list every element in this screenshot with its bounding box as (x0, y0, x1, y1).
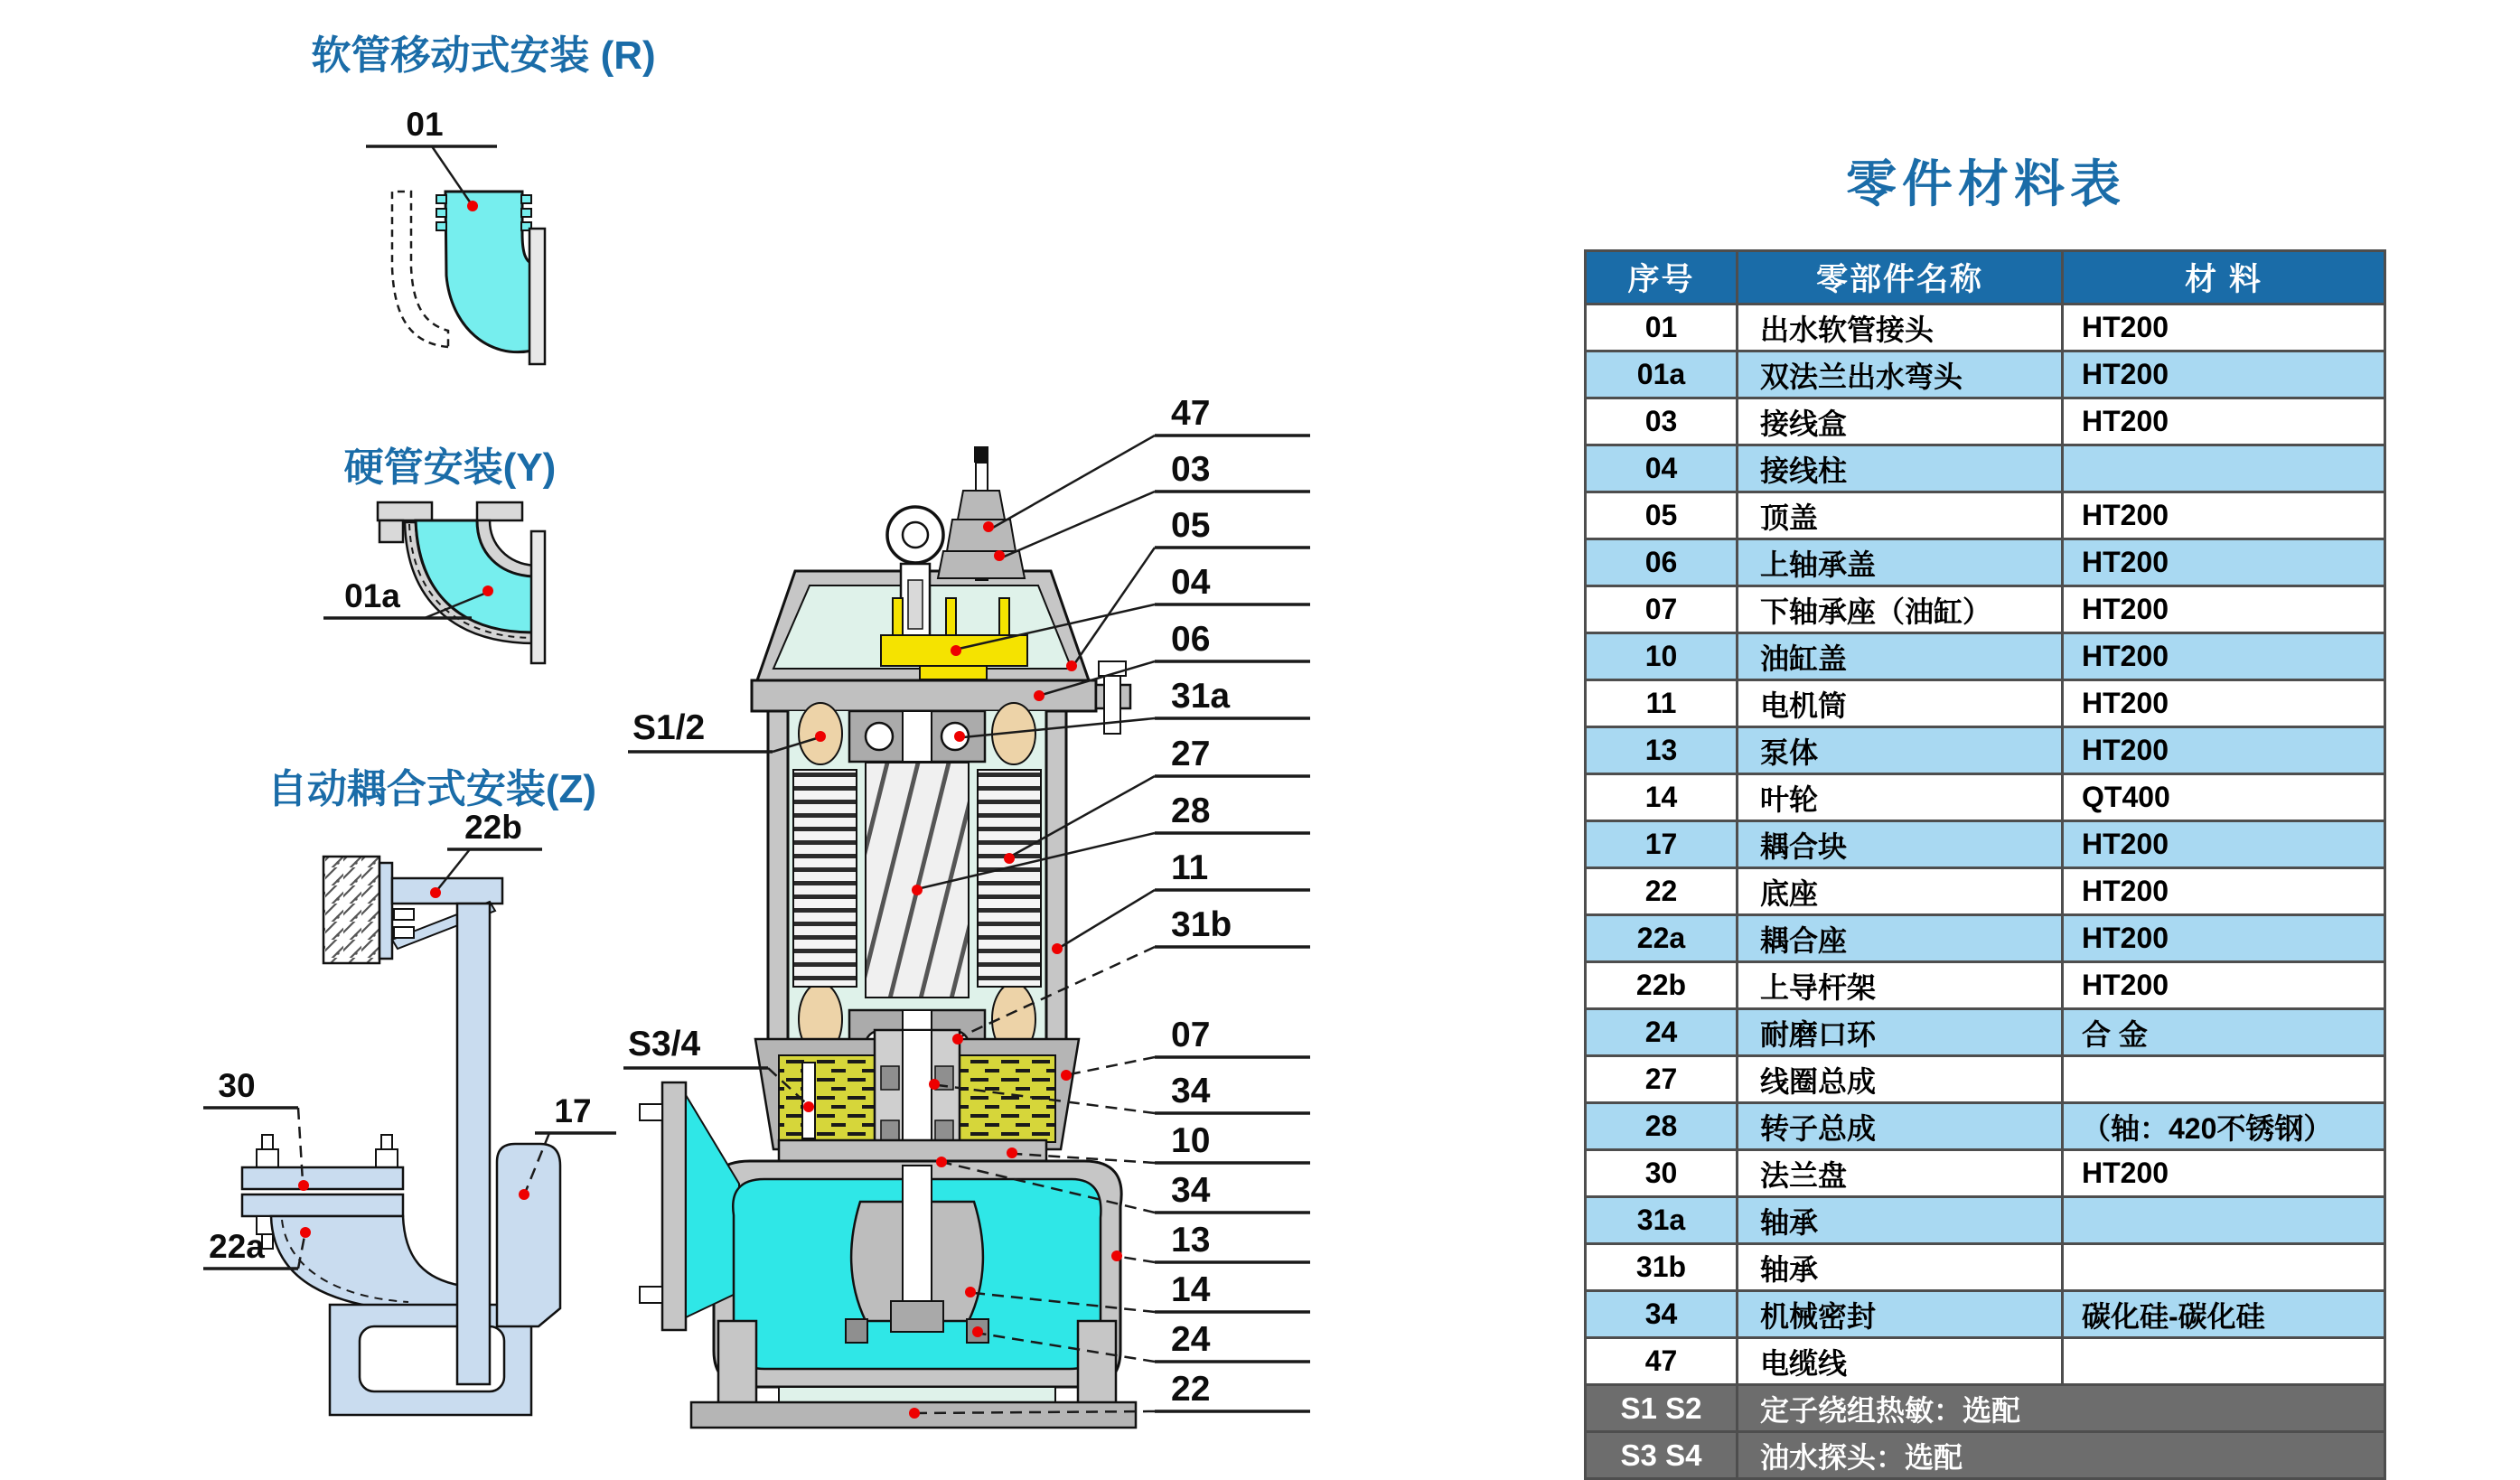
red-dot (1061, 1070, 1072, 1081)
red-dot (983, 521, 994, 532)
table-row (1586, 727, 2385, 774)
callout-number: 11 (1171, 848, 1209, 887)
leader-line (1061, 890, 1155, 947)
wear-ring-left (846, 1319, 867, 1343)
cell-material: HT200 (2063, 868, 2385, 915)
table-row (1586, 868, 2385, 915)
cell-name: 轴承 (1738, 1197, 2063, 1244)
cell-no: 04 (1586, 445, 1738, 492)
cell-no: 06 (1586, 539, 1738, 586)
cell-name: 双法兰出水弯头 (1738, 351, 2063, 398)
table-row (1586, 962, 2385, 1009)
bracket-bolt (394, 909, 414, 920)
red-dot (929, 1079, 940, 1090)
table-row (1586, 633, 2385, 680)
callout-number: 07 (1171, 1016, 1211, 1054)
coupling-block (497, 1144, 560, 1326)
callout-number: 06 (1171, 620, 1211, 659)
base-leg-right (1078, 1321, 1116, 1411)
cell-name: 上导杆架 (1738, 962, 2063, 1009)
cell-material: HT200 (2063, 1150, 2385, 1197)
cell-no: 17 (1586, 821, 1738, 868)
cell-no: S1 S2 (1586, 1385, 1738, 1432)
cell-material: 碳化硅-碳化硅 (2063, 1291, 2385, 1338)
cell-no: 01a (1586, 351, 1738, 398)
install-z-title: 自动耦合式安装(Z) (267, 767, 597, 811)
top-flange-left (378, 502, 432, 520)
cell-name: 耦合座 (1738, 915, 2063, 962)
cell-material: HT200 (2063, 351, 2385, 398)
parts-table-section (1584, 145, 2388, 1480)
cell-name: 电机筒 (1738, 680, 2063, 727)
table-row (1586, 1291, 2385, 1338)
cell-no: 22b (1586, 962, 1738, 1009)
cell-name: 耦合块 (1738, 821, 2063, 868)
cell-material (2063, 1338, 2385, 1385)
wall-hatch (323, 857, 379, 963)
table-header-row (1586, 251, 2385, 304)
cell-material: HT200 (2063, 586, 2385, 633)
red-dot (300, 1227, 311, 1238)
callout-number: 10 (1171, 1121, 1211, 1160)
callout-number: 27 (1171, 735, 1211, 773)
cell-no: 03 (1586, 398, 1738, 445)
red-dot (519, 1189, 529, 1200)
motor-tube-wall-right (1046, 711, 1066, 1091)
table-row (1586, 586, 2385, 633)
cell-name: 耐磨口环 (1738, 1009, 2063, 1056)
cell-name: 接线盒 (1738, 398, 2063, 445)
table-row (1586, 351, 2385, 398)
cell-name: 泵体 (1738, 727, 2063, 774)
cell-material: HT200 (2063, 962, 2385, 1009)
cell-no: 30 (1586, 1150, 1738, 1197)
red-dot (803, 1101, 814, 1112)
red-dot (1052, 943, 1063, 954)
cell-material (2063, 445, 2385, 492)
red-dot (1111, 1251, 1122, 1261)
col-header-name: 零部件名称 (1738, 251, 2063, 304)
callout-number: 34 (1171, 1072, 1211, 1110)
stator-coil-left (793, 770, 857, 987)
cell-no: 22 (1586, 868, 1738, 915)
red-dot (952, 1034, 963, 1044)
red-dot (430, 887, 441, 898)
discharge-channel (686, 1095, 739, 1317)
cell-material: HT200 (2063, 821, 2385, 868)
table-row (1586, 539, 2385, 586)
cell-material (2063, 1056, 2385, 1103)
label-s12: S1/2 (632, 708, 706, 747)
elbow-r-body (445, 192, 532, 352)
cell-name: 顶盖 (1738, 492, 2063, 539)
table-row (1586, 1244, 2385, 1291)
cell-option-text: 定子绕组热敏：选配 (1738, 1385, 2385, 1432)
cell-material: HT200 (2063, 915, 2385, 962)
table-row (1586, 915, 2385, 962)
cell-material: HT200 (2063, 398, 2385, 445)
cell-no: S3 S4 (1586, 1432, 1738, 1479)
red-dot (965, 1287, 976, 1297)
stator-coil-right (978, 770, 1041, 987)
red-dot (972, 1326, 983, 1337)
table-row (1586, 821, 2385, 868)
label-01: 01 (406, 106, 444, 143)
install-z-diagram (203, 767, 616, 1415)
cell-no: 14 (1586, 774, 1738, 821)
label-22b: 22b (464, 809, 522, 846)
cell-no: 31b (1586, 1244, 1738, 1291)
install-r-title: 软管移动式安装 (R) (311, 33, 656, 78)
label-22a: 22a (209, 1228, 265, 1265)
cell-no: 22a (1586, 915, 1738, 962)
red-dot (467, 201, 478, 211)
parts-table-title: 零件材料表 (1846, 155, 2126, 212)
top-flange-right (477, 502, 522, 520)
cell-name: 叶轮 (1738, 774, 2063, 821)
cell-name: 电缆线 (1738, 1338, 2063, 1385)
cell-material: HT200 (2063, 539, 2385, 586)
cell-material: HT200 (2063, 633, 2385, 680)
label-30: 30 (218, 1067, 256, 1104)
cell-no: 34 (1586, 1291, 1738, 1338)
base-leg-left (718, 1321, 756, 1411)
leader-line (1120, 1257, 1155, 1262)
table-row (1586, 774, 2385, 821)
red-dot (1004, 853, 1015, 864)
cell-name: 法兰盘 (1738, 1150, 2063, 1197)
red-dot (951, 645, 961, 656)
cell-option-text: 油水探头：选配 (1738, 1432, 2385, 1479)
table-row (1586, 680, 2385, 727)
table-row-optional-sensor (1586, 1385, 2385, 1432)
cell-material: （轴：420不锈钢） (2063, 1103, 2385, 1150)
cell-no: 05 (1586, 492, 1738, 539)
elbow-y-flange (531, 531, 545, 663)
red-dot (482, 585, 493, 596)
cell-name: 轴承 (1738, 1244, 2063, 1291)
cell-no: 47 (1586, 1338, 1738, 1385)
parts-table (1584, 249, 2386, 1480)
cell-material: HT200 (2063, 492, 2385, 539)
wall-mount-plate (379, 863, 392, 959)
callout-number: 04 (1171, 563, 1211, 602)
table-row (1586, 1103, 2385, 1150)
cell-name: 下轴承座（油缸） (1738, 586, 2063, 633)
leader-line (1070, 1057, 1155, 1074)
cell-name: 接线柱 (1738, 445, 2063, 492)
leader-line (991, 436, 1155, 529)
callout-number: 14 (1171, 1270, 1211, 1309)
leader-line (1074, 548, 1155, 664)
red-dot (936, 1157, 947, 1167)
discharge-flange (662, 1082, 686, 1330)
callout-number: 47 (1171, 394, 1211, 433)
table-row (1586, 492, 2385, 539)
label-17: 17 (554, 1092, 592, 1129)
cell-no: 11 (1586, 680, 1738, 727)
cell-no: 24 (1586, 1009, 1738, 1056)
callout-number: 24 (1171, 1320, 1211, 1359)
table-row (1586, 1056, 2385, 1103)
cell-name: 油缸盖 (1738, 633, 2063, 680)
top-flange-tab (379, 520, 403, 542)
table-row-optional-probe (1586, 1432, 2385, 1479)
callout-number: 28 (1171, 792, 1211, 830)
cell-no: 07 (1586, 586, 1738, 633)
cell-name: 转子总成 (1738, 1103, 2063, 1150)
red-dot (909, 1408, 920, 1419)
red-dot (954, 731, 965, 742)
col-header-material: 材 料 (2063, 251, 2385, 304)
pump-cross-section (623, 394, 1310, 1428)
table-row (1586, 398, 2385, 445)
leader-line (1002, 492, 1155, 557)
cell-material: HT200 (2063, 727, 2385, 774)
callout-number: 34 (1171, 1171, 1211, 1210)
install-y-diagram (323, 445, 556, 663)
table-row (1586, 1197, 2385, 1244)
cell-no: 01 (1586, 304, 1738, 351)
cell-name: 底座 (1738, 868, 2063, 915)
cell-no: 28 (1586, 1103, 1738, 1150)
callout-number: 05 (1171, 506, 1211, 545)
callout-03 (994, 450, 1310, 561)
guide-rail (457, 904, 490, 1384)
cell-material: 合 金 (2063, 1009, 2385, 1056)
callout-number: 31a (1171, 677, 1231, 716)
callout-number: 13 (1171, 1221, 1211, 1260)
table-row (1586, 1009, 2385, 1056)
flange-bolt (640, 1104, 662, 1120)
red-dot (815, 731, 826, 742)
cell-material (2063, 1197, 2385, 1244)
install-r-diagram (311, 33, 655, 364)
motor-tube-wall-left (768, 711, 788, 1091)
callout-number: 03 (1171, 450, 1211, 489)
table-row (1586, 304, 2385, 351)
cell-name: 上轴承盖 (1738, 539, 2063, 586)
red-dot (1066, 660, 1077, 671)
cell-material: QT400 (2063, 774, 2385, 821)
col-header-no: 序号 (1586, 251, 1738, 304)
table-row (1586, 445, 2385, 492)
callout-47 (983, 394, 1310, 532)
guide-bracket-arm (392, 878, 502, 904)
cell-name: 出水软管接头 (1738, 304, 2063, 351)
install-y-title: 硬管安装(Y) (343, 445, 557, 490)
callout-13 (1111, 1221, 1310, 1262)
red-dot (912, 885, 923, 895)
elbow-r-flange (529, 229, 545, 364)
red-dot (994, 550, 1005, 561)
label-s34: S3/4 (628, 1025, 701, 1063)
cell-name: 线圈总成 (1738, 1056, 2063, 1103)
red-dot (1007, 1147, 1017, 1158)
callout-number: 22 (1171, 1370, 1211, 1409)
bracket-bolt (394, 927, 414, 938)
cell-material: HT200 (2063, 680, 2385, 727)
callout-number: 31b (1171, 905, 1232, 944)
table-row (1586, 1338, 2385, 1385)
cell-material (2063, 1244, 2385, 1291)
oil-chamber-left (779, 1055, 875, 1142)
cable-gland-junction-box (938, 491, 1025, 578)
red-dot (1034, 690, 1045, 701)
cell-no: 10 (1586, 633, 1738, 680)
cell-name: 机械密封 (1738, 1291, 2063, 1338)
table-row (1586, 1150, 2385, 1197)
flange-bolt (640, 1287, 662, 1303)
label-01a: 01a (344, 577, 400, 614)
cell-no: 27 (1586, 1056, 1738, 1103)
cell-no: 31a (1586, 1197, 1738, 1244)
cell-no: 13 (1586, 727, 1738, 774)
red-dot (298, 1180, 309, 1191)
cell-material: HT200 (2063, 304, 2385, 351)
